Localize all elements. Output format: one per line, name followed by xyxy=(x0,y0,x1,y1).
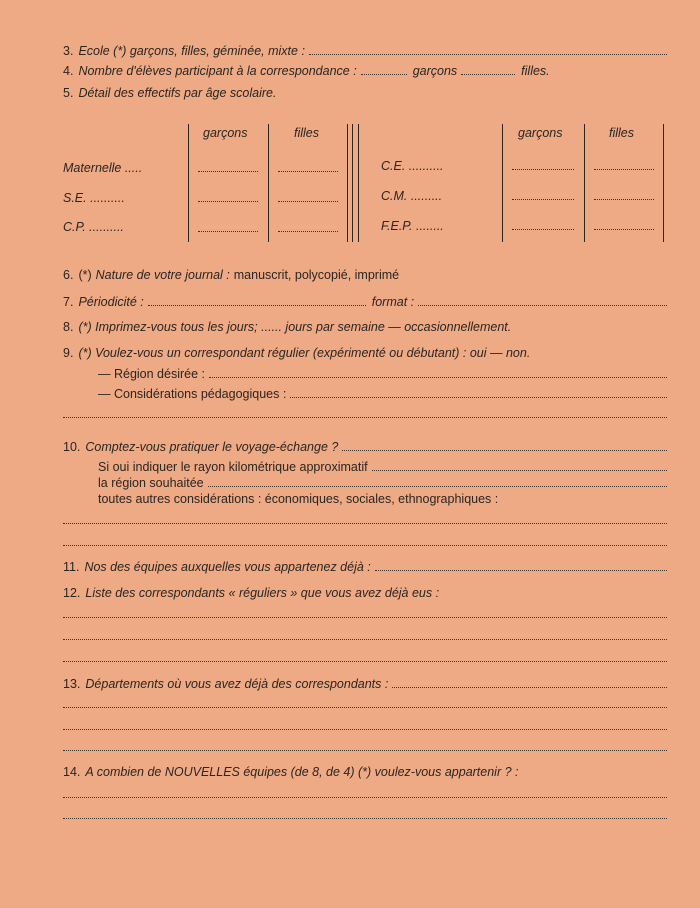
question-9 xyxy=(63,346,530,360)
region-label: — Région désirée : xyxy=(98,367,206,381)
filles-count-field[interactable] xyxy=(461,64,515,75)
region-souhaitee-field[interactable] xyxy=(208,476,667,487)
answer-field[interactable] xyxy=(375,560,667,571)
garcons-label: garçons xyxy=(412,64,458,78)
question-10 xyxy=(63,440,667,454)
table-cell-field[interactable] xyxy=(512,229,574,230)
question-5 xyxy=(63,86,276,100)
question-text: A combien de NOUVELLES équipes (de 8, de 4) (*) voulez-vous appartenir ? : xyxy=(85,765,519,779)
considerations-label: — Considérations pédagogiques : xyxy=(98,387,287,401)
table-divider xyxy=(502,124,503,242)
rayon-label: Si oui indiquer le rayon kilométrique approximatif xyxy=(98,460,368,474)
table-divider xyxy=(268,124,269,242)
col-header-garcons: garçons xyxy=(518,126,563,140)
table-cell-field[interactable] xyxy=(198,171,258,172)
answer-line[interactable] xyxy=(63,818,667,819)
answer-line[interactable] xyxy=(63,617,667,618)
table-cell-field[interactable] xyxy=(594,229,654,230)
question-text: Liste des correspondants « réguliers » que vous avez déjà eus : xyxy=(85,586,440,600)
table-cell-field[interactable] xyxy=(512,199,574,200)
question-text: Ecole (*) garçons, filles, géminée, mixte : xyxy=(78,44,305,58)
question-number: 12. xyxy=(63,586,81,600)
question-text: (*) Voulez-vous un correspondant régulier (expérimenté ou débutant) : oui — non. xyxy=(78,346,531,360)
question-number: 13. xyxy=(63,677,81,691)
table-cell-field[interactable] xyxy=(594,199,654,200)
table-cell-field[interactable] xyxy=(512,169,574,170)
answer-line[interactable] xyxy=(63,417,667,418)
question-7 xyxy=(63,295,667,309)
row-label: C.E. .......... xyxy=(381,159,444,173)
garcons-count-field[interactable] xyxy=(361,64,407,75)
question-11 xyxy=(63,560,667,574)
considerations-field[interactable] xyxy=(290,387,667,398)
answer-line[interactable] xyxy=(63,639,667,640)
question-8 xyxy=(63,320,511,334)
question-14 xyxy=(63,765,519,779)
question-4 xyxy=(63,64,603,78)
question-number: 14. xyxy=(63,765,81,779)
periodicite-field[interactable] xyxy=(148,295,366,306)
row-label: C.P. .......... xyxy=(63,220,124,234)
table-divider xyxy=(347,124,348,242)
question-text: (*) Imprimez-vous tous les jours; ...... jours par semaine — occasionnellement. xyxy=(78,320,512,334)
region-souhaitee-label: la région souhaitée xyxy=(98,476,204,490)
answer-line[interactable] xyxy=(63,661,667,662)
question-number: 7. xyxy=(63,295,74,309)
col-header-filles: filles xyxy=(609,126,635,140)
question-number: 4. xyxy=(63,64,74,78)
question-text: Comptez-vous pratiquer le voyage-échange ? xyxy=(85,440,339,454)
col-header-filles: filles xyxy=(294,126,320,140)
question-text: Départements où vous avez déjà des correspondants : xyxy=(85,677,389,691)
question-number: 8. xyxy=(63,320,74,334)
question-number: 11. xyxy=(63,560,80,574)
table-divider xyxy=(352,124,353,242)
question-6 xyxy=(63,268,399,282)
row-label: C.M. ......... xyxy=(381,189,443,203)
answer-line[interactable] xyxy=(63,523,667,524)
question-number: 5. xyxy=(63,86,74,100)
table-cell-field[interactable] xyxy=(594,169,654,170)
question-number: 10. xyxy=(63,440,81,454)
q10-rayon xyxy=(98,460,667,474)
col-header-garcons: garçons xyxy=(203,126,248,140)
q10-considerations xyxy=(98,492,498,506)
q9-considerations xyxy=(98,387,667,401)
answer-line[interactable] xyxy=(63,545,667,546)
row-label: Maternelle ..... xyxy=(63,161,143,175)
journal-options: manuscrit, polycopié, imprimé xyxy=(233,268,400,282)
table-cell-field[interactable] xyxy=(198,231,258,232)
question-number: 9. xyxy=(63,346,74,360)
table-cell-field[interactable] xyxy=(278,231,338,232)
row-label: F.E.P. ........ xyxy=(381,219,444,233)
answer-line[interactable] xyxy=(63,797,667,798)
question-text: Périodicité : xyxy=(78,295,144,309)
q9-region xyxy=(98,367,667,381)
answer-field[interactable] xyxy=(309,44,667,55)
question-3 xyxy=(63,44,667,58)
answer-field[interactable] xyxy=(342,440,667,451)
table-cell-field[interactable] xyxy=(198,201,258,202)
considerations-label: toutes autres considérations : économiques, sociales, ethnographiques : xyxy=(98,492,499,506)
table-cell-field[interactable] xyxy=(278,171,338,172)
rayon-field[interactable] xyxy=(372,460,667,471)
table-divider xyxy=(584,124,585,242)
question-number: 6. xyxy=(63,268,74,282)
table-divider xyxy=(663,124,664,242)
question-text: Détail des effectifs par âge scolaire. xyxy=(78,86,277,100)
region-field[interactable] xyxy=(209,367,667,378)
asterisk-note: (*) xyxy=(78,268,92,282)
table-cell-field[interactable] xyxy=(278,201,338,202)
table-divider xyxy=(358,124,359,242)
question-text: Nombre d'élèves participant à la correspondance : xyxy=(78,64,357,78)
question-number: 3. xyxy=(63,44,74,58)
answer-line[interactable] xyxy=(63,729,667,730)
format-field[interactable] xyxy=(418,295,667,306)
answer-field[interactable] xyxy=(392,677,667,688)
row-label: S.E. .......... xyxy=(63,191,125,205)
question-text: Nos des équipes auxquelles vous appartenez déjà : xyxy=(84,560,371,574)
table-divider xyxy=(188,124,189,242)
question-12 xyxy=(63,586,439,600)
answer-line[interactable] xyxy=(63,707,667,708)
question-13 xyxy=(63,677,667,691)
q10-region xyxy=(98,476,667,490)
question-text: Nature de votre journal : xyxy=(95,268,230,282)
answer-line[interactable] xyxy=(63,750,667,751)
format-label: format : xyxy=(371,295,415,309)
filles-label: filles. xyxy=(521,64,550,78)
